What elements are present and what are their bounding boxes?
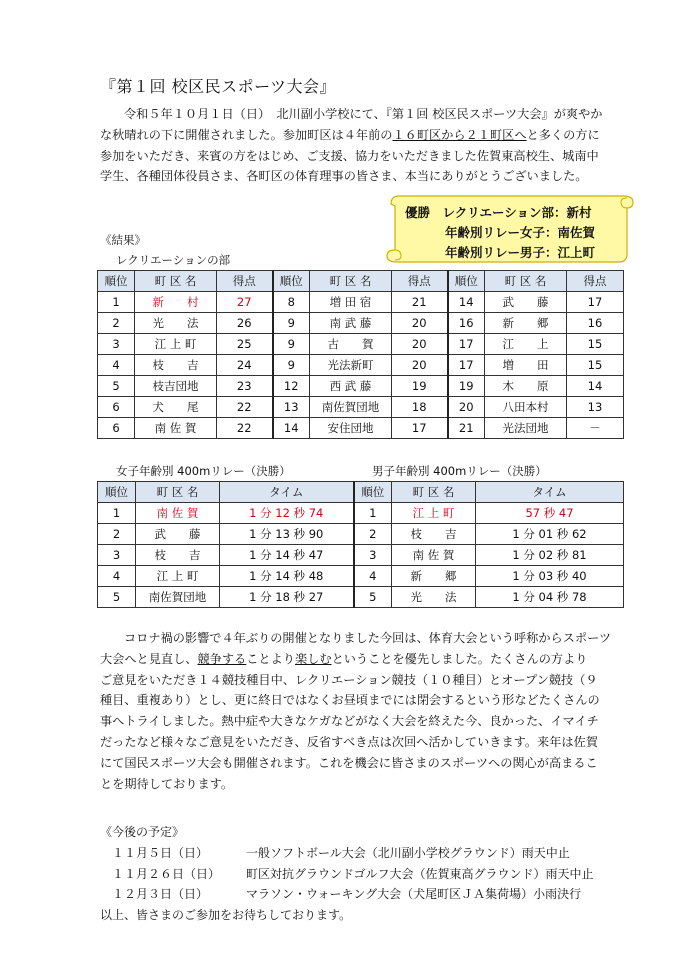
table-cell: 1 分 18 秒 27 bbox=[220, 587, 354, 608]
table-row bbox=[98, 397, 624, 418]
table-cell: 20 bbox=[448, 397, 485, 418]
table-cell: 2 bbox=[354, 524, 392, 545]
table-cell: 3 bbox=[98, 334, 135, 355]
women-relay-label: 女子年齢別 400mリレー（決勝） bbox=[116, 464, 291, 478]
table-cell: 南 武 藤 bbox=[310, 313, 392, 334]
column-header: 得点 bbox=[217, 271, 273, 292]
table-cell: 13 bbox=[273, 397, 310, 418]
table-cell: 26 bbox=[217, 313, 273, 334]
table-cell: 1 bbox=[98, 503, 136, 524]
table-cell: 17 bbox=[448, 355, 485, 376]
relay-results-table bbox=[97, 481, 624, 608]
table-cell: 2 bbox=[98, 313, 135, 334]
table-cell: 6 bbox=[98, 397, 135, 418]
column-header: 順位 bbox=[448, 271, 485, 292]
table-cell: 16 bbox=[448, 313, 485, 334]
table-cell: 1 分 04 秒 78 bbox=[476, 587, 624, 608]
table-cell: 光法新町 bbox=[310, 355, 392, 376]
table-cell: 新 村 bbox=[135, 292, 217, 313]
table-cell: 1 分 02 秒 81 bbox=[476, 545, 624, 566]
table-cell: 西 武 藤 bbox=[310, 376, 392, 397]
table-cell: 9 bbox=[273, 334, 310, 355]
table-cell: 2 bbox=[98, 524, 136, 545]
column-header: 町 区 名 bbox=[392, 482, 476, 503]
table-cell: 4 bbox=[354, 566, 392, 587]
table-cell: 14 bbox=[273, 418, 310, 439]
rec-results-table bbox=[97, 270, 624, 439]
table-cell: 18 bbox=[392, 397, 448, 418]
winner-women: 年齢別リレー女子：南佐賀 bbox=[445, 225, 596, 240]
table-row bbox=[98, 545, 624, 566]
closing-text: 以上、皆さまのご参加をお待ちしております。 bbox=[100, 908, 352, 923]
table-cell: 15 bbox=[567, 355, 624, 376]
table-row bbox=[98, 334, 624, 355]
table-cell: 新 郷 bbox=[485, 313, 567, 334]
table-cell: 6 bbox=[98, 418, 135, 439]
table-row bbox=[98, 376, 624, 397]
table-cell: 南 佐 賀 bbox=[135, 418, 217, 439]
table-cell: 3 bbox=[354, 545, 392, 566]
column-header: 順位 bbox=[98, 482, 136, 503]
table-row bbox=[98, 418, 624, 439]
table-cell: 木 原 bbox=[485, 376, 567, 397]
table-cell: 25 bbox=[217, 334, 273, 355]
table-cell: 23 bbox=[217, 376, 273, 397]
table-cell: 光法団地 bbox=[485, 418, 567, 439]
emphasis-compete: 競争する bbox=[197, 651, 247, 666]
table-cell: 12 bbox=[273, 376, 310, 397]
table-cell: 南佐賀団地 bbox=[136, 587, 220, 608]
table-cell: 4 bbox=[98, 566, 136, 587]
table-cell: 1 bbox=[354, 503, 392, 524]
table-cell: 5 bbox=[354, 587, 392, 608]
table-cell: 江 上 町 bbox=[135, 334, 217, 355]
table-cell: 安住団地 bbox=[310, 418, 392, 439]
table-row bbox=[98, 566, 624, 587]
table-cell: 武 藤 bbox=[485, 292, 567, 313]
table-cell: 17 bbox=[448, 334, 485, 355]
column-header: 町 区 名 bbox=[310, 271, 392, 292]
table-cell: 1 分 14 秒 47 bbox=[220, 545, 354, 566]
table-cell: 57 秒 47 bbox=[476, 503, 624, 524]
schedule-heading: 《今後の予定》 bbox=[100, 825, 185, 839]
column-header: 順位 bbox=[354, 482, 392, 503]
header-row bbox=[98, 271, 624, 292]
column-header: 得点 bbox=[567, 271, 624, 292]
table-cell: 南 佐 賀 bbox=[392, 545, 476, 566]
table-cell: 20 bbox=[392, 313, 448, 334]
table-cell: 15 bbox=[567, 334, 624, 355]
header-row bbox=[98, 482, 624, 503]
table-cell: 21 bbox=[392, 292, 448, 313]
table-cell: 光 法 bbox=[135, 313, 217, 334]
schedule-item: １１月５日（日） 一般ソフトボール大会（北川副小学校グラウンド）雨天中止 bbox=[112, 845, 570, 860]
table-cell: 8 bbox=[273, 292, 310, 313]
page-title: 『第１回 校区民スポーツ大会』 bbox=[100, 77, 336, 96]
table-cell: 1 bbox=[98, 292, 135, 313]
summary-paragraph: コロナ禍の影響で４年ぶりの開催となりました今回は、体育大会という呼称からスポーツ 大会へと見直し、競争することより楽しむということを優先しました。たくさんの方より ご意見をいただき１４競技種目中、レクリエーション競技（１０種目）とオープン競技（９ 種目、重複あり）とし、更に終日ではなくお昼頃までには閉会するという形などたくさんの 事へトライしました。熱中症や大きなケガなどがなく大会を終えた今、良かった、イマイチ だったなど様々なご意見をいただき、反省すべき点は次回へ活かしていきます。来年は佐賀 にて国民スポーツ大会も開催されます。これを機会に皆さまのスポーツへの関心が高まるこ とを期待しております。 bbox=[100, 631, 612, 791]
district-count-change: １６町区から２１町区へ bbox=[392, 127, 527, 142]
table-cell: 枝 吉 bbox=[136, 545, 220, 566]
table-cell: 14 bbox=[567, 376, 624, 397]
table-cell: 13 bbox=[567, 397, 624, 418]
table-row bbox=[98, 355, 624, 376]
table-cell: 16 bbox=[567, 313, 624, 334]
table-cell: 17 bbox=[567, 292, 624, 313]
rec-section-label: レクリエーションの部 bbox=[116, 253, 231, 267]
table-cell: 4 bbox=[98, 355, 135, 376]
table-row bbox=[98, 313, 624, 334]
winner-rec: 優勝 レクリエーション部：新村 bbox=[405, 205, 592, 220]
table-cell: 20 bbox=[392, 355, 448, 376]
table-cell: 19 bbox=[448, 376, 485, 397]
table-row bbox=[98, 292, 624, 313]
column-header: 町 区 名 bbox=[136, 482, 220, 503]
table-row bbox=[98, 524, 624, 545]
column-header: 町 区 名 bbox=[485, 271, 567, 292]
table-cell: 増 田 bbox=[485, 355, 567, 376]
table-cell: 南佐賀団地 bbox=[310, 397, 392, 418]
table-row bbox=[98, 587, 624, 608]
emphasis-enjoy: 楽しむ bbox=[295, 651, 332, 666]
table-cell: 枝吉団地 bbox=[135, 376, 217, 397]
schedule-section bbox=[100, 822, 594, 926]
table-cell: 3 bbox=[98, 545, 136, 566]
intro-paragraph: 令和５年１０月１日（日） 北川副小学校にて、『第１回 校区民スポーツ大会』が爽やか な秋晴れの下に開催されました。参加町区は４年前の１６町区から２１町区へと多くの方に 参加をいただき、来賓の方をはじめ、ご支援、協力をいただきました佐賀東高校生、城南中 学生、各種団体役員さま、各町区の体育理事の皆さま、本当にありがとうございました。 bbox=[100, 107, 603, 184]
table-cell: 南 佐 賀 bbox=[136, 503, 220, 524]
table-cell: 増 田 宿 bbox=[310, 292, 392, 313]
table-cell: 5 bbox=[98, 587, 136, 608]
table-cell: － bbox=[567, 418, 624, 439]
column-header: タイム bbox=[220, 482, 354, 503]
column-header: 順位 bbox=[98, 271, 135, 292]
table-cell: 17 bbox=[392, 418, 448, 439]
table-cell: 20 bbox=[392, 334, 448, 355]
table-cell: 27 bbox=[217, 292, 273, 313]
table-cell: 武 藤 bbox=[136, 524, 220, 545]
table-cell: 光 法 bbox=[392, 587, 476, 608]
table-cell: 1 分 03 秒 40 bbox=[476, 566, 624, 587]
table-cell: 1 分 14 秒 48 bbox=[220, 566, 354, 587]
table-cell: 新 郷 bbox=[392, 566, 476, 587]
results-heading: 《結果》 bbox=[100, 233, 146, 247]
table-cell: 江 上 町 bbox=[136, 566, 220, 587]
table-cell: 1 分 13 秒 90 bbox=[220, 524, 354, 545]
table-cell: 5 bbox=[98, 376, 135, 397]
table-cell: 9 bbox=[273, 355, 310, 376]
winner-men: 年齢別リレー男子：江上町 bbox=[445, 245, 596, 260]
table-cell: 19 bbox=[392, 376, 448, 397]
table-cell: 枝 吉 bbox=[135, 355, 217, 376]
table-cell: 9 bbox=[273, 313, 310, 334]
table-cell: 1 分 12 秒 74 bbox=[220, 503, 354, 524]
schedule-item: １１月２６日（日） 町区対抗グラウンドゴルフ大会（佐賀東高グラウンド）雨天中止 bbox=[112, 866, 594, 881]
table-cell: 八田本村 bbox=[485, 397, 567, 418]
column-header: 得点 bbox=[392, 271, 448, 292]
table-cell: 24 bbox=[217, 355, 273, 376]
column-header: タイム bbox=[476, 482, 624, 503]
winners-banner bbox=[383, 190, 639, 268]
table-cell: 22 bbox=[217, 418, 273, 439]
column-header: 順位 bbox=[273, 271, 310, 292]
table-cell: 14 bbox=[448, 292, 485, 313]
men-relay-label: 男子年齢別 400mリレー（決勝） bbox=[372, 464, 547, 478]
table-cell: 枝 吉 bbox=[392, 524, 476, 545]
table-cell: 21 bbox=[448, 418, 485, 439]
table-cell: 古 賀 bbox=[310, 334, 392, 355]
table-cell: 1 分 01 秒 62 bbox=[476, 524, 624, 545]
table-row bbox=[98, 503, 624, 524]
table-cell: 犬 尾 bbox=[135, 397, 217, 418]
table-cell: 江 上 bbox=[485, 334, 567, 355]
table-cell: 江 上 町 bbox=[392, 503, 476, 524]
table-cell: 22 bbox=[217, 397, 273, 418]
schedule-item: １２月３日（日） マラソン・ウォーキング大会（犬尾町区ＪＡ集荷場）小雨決行 bbox=[112, 887, 582, 902]
column-header: 町 区 名 bbox=[135, 271, 217, 292]
